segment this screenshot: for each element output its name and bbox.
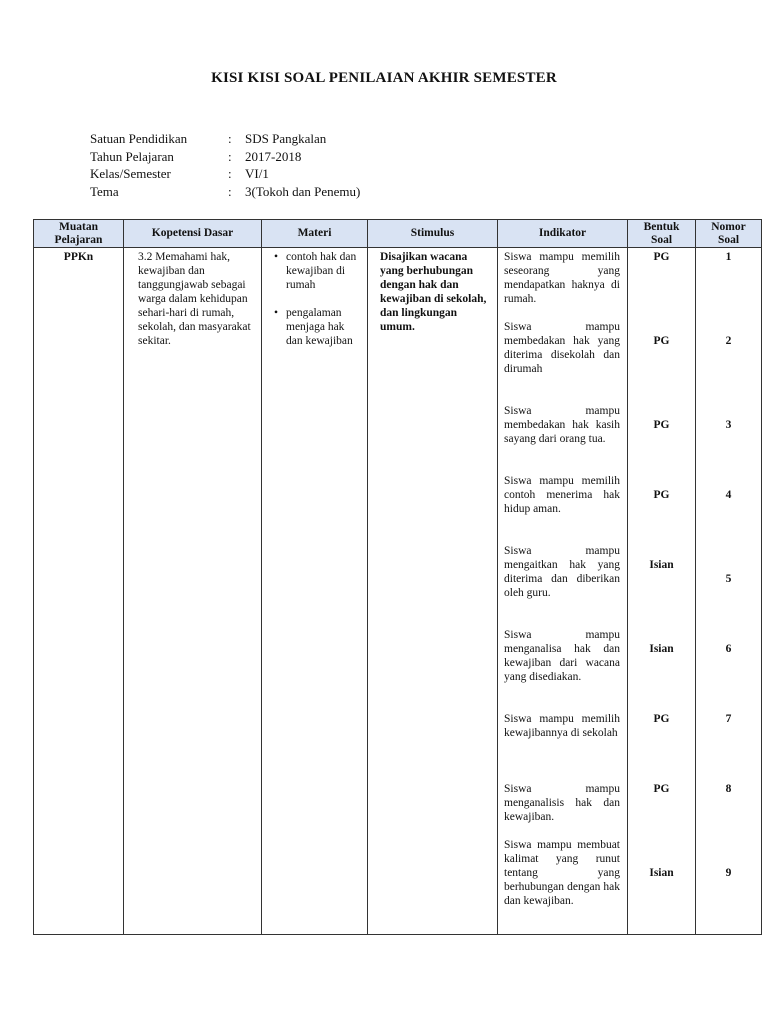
bentuk-soal-value: Isian xyxy=(649,867,674,879)
meta-row-kelas xyxy=(90,165,360,183)
nomor-soal-value: 9 xyxy=(725,867,732,879)
nomor-soal-value: 4 xyxy=(725,489,732,501)
header-kompetensi-dasar: Kopetensi Dasar xyxy=(124,220,262,248)
meta-label: Tahun Pelajaran xyxy=(90,148,174,164)
meta-label: Tema xyxy=(90,183,119,199)
materi-text: contoh hak dan kewajiban di rumah xyxy=(286,251,357,291)
bentuk-soal-value: PG xyxy=(653,251,670,263)
nomor-soal-value: 1 xyxy=(725,251,732,263)
cell-stimulus xyxy=(368,248,498,935)
header-text: Pelajaran xyxy=(54,233,103,246)
header-indikator: Indikator xyxy=(498,220,628,248)
header-muatan-pelajaran xyxy=(34,220,124,248)
meta-value: VI/1 xyxy=(245,166,269,181)
bentuk-soal-value: PG xyxy=(653,335,670,347)
cell-muatan-pelajaran: PPKn xyxy=(34,248,124,935)
header-text: Soal xyxy=(717,233,740,246)
header-text: Bentuk xyxy=(643,221,680,233)
materi-list xyxy=(262,248,367,348)
header-text: Soal xyxy=(650,233,673,246)
table-row xyxy=(34,248,762,935)
bullet-icon: • xyxy=(274,251,279,263)
meta-row-tema xyxy=(90,183,360,201)
indikator-item: Siswa mampu menganalisis hak dan kewajiban. xyxy=(504,783,620,823)
indikator-item: Siswa mampu membedakan hak kasih sayang dari orang tua. xyxy=(504,405,620,445)
list-item xyxy=(274,250,363,292)
cell-kompetensi-dasar xyxy=(124,248,262,935)
header-text: Nomor xyxy=(711,221,746,233)
bentuk-soal-value: PG xyxy=(653,489,670,501)
nomor-soal-value: 7 xyxy=(725,713,732,725)
bentuk-soal-value: PG xyxy=(653,783,670,795)
meta-separator: : xyxy=(228,166,232,181)
indikator-item: Siswa mampu membuat kalimat yang runut tentang yang berhubungan dengan hak dan kewajiban. xyxy=(504,839,620,907)
bullet-icon: • xyxy=(274,307,279,319)
nomor-soal-value: 2 xyxy=(725,335,732,347)
nomor-soal-value: 3 xyxy=(725,419,732,431)
meta-separator: : xyxy=(228,131,232,146)
kisi-kisi-table xyxy=(33,219,762,935)
nomor-soal-value: 8 xyxy=(725,783,732,795)
materi-text: pengalaman menjaga hak dan kewajiban xyxy=(286,307,353,347)
nomor-soal-value: 5 xyxy=(725,573,732,585)
meta-label: Satuan Pendidikan xyxy=(90,131,188,146)
meta-row-tahun xyxy=(90,148,360,166)
bentuk-soal-value: PG xyxy=(653,419,670,431)
meta-value: 3(Tokoh dan Penemu) xyxy=(245,183,361,199)
indikator-item: Siswa mampu mengaitkan hak yang diterima dan diberikan oleh guru. xyxy=(504,545,620,599)
header-text: Muatan xyxy=(59,221,98,233)
nomor-soal-value: 6 xyxy=(725,643,732,655)
cell-bentuk-soal xyxy=(628,248,696,935)
stimulus-text: Disajikan wacana yang berhubungan dengan hak dan kewajiban di sekolah, dan lingkungan umum. xyxy=(380,251,487,333)
meta-value: 2017-2018 xyxy=(245,148,302,164)
meta-value: SDS Pangkalan xyxy=(245,131,327,146)
bentuk-soal-value: Isian xyxy=(649,643,674,655)
header-materi: Materi xyxy=(262,220,368,248)
cell-indikator xyxy=(498,248,628,935)
meta-label: Kelas/Semester xyxy=(90,166,171,181)
table-header-row xyxy=(34,220,762,248)
indikator-item: Siswa mampu membedakan hak yang diterima disekolah dan dirumah xyxy=(504,321,620,375)
indikator-item: Siswa mampu memilih seseorang yang mendapatkan haknya di rumah. xyxy=(504,251,620,305)
document-title: KISI KISI SOAL PENILAIAN AKHIR SEMESTER xyxy=(211,70,557,86)
bentuk-soal-value: PG xyxy=(653,713,670,725)
indikator-item: Siswa mampu menganalisa hak dan kewajiban dari wacana yang disediakan. xyxy=(504,629,620,683)
header-stimulus: Stimulus xyxy=(368,220,498,248)
cell-nomor-soal xyxy=(696,248,762,935)
header-nomor-soal xyxy=(696,220,762,248)
meta-row-satuan xyxy=(90,130,360,148)
indikator-item: Siswa mampu memilih contoh menerima hak hidup aman. xyxy=(504,475,620,515)
bentuk-soal-value: Isian xyxy=(649,559,674,571)
meta-separator: : xyxy=(228,183,232,199)
kd-text: 3.2 Memahami hak, kewajiban dan tanggungjawab sebagai warga dalam kehidupan sehari-hari di rumah, sekolah, dan masyarakat sekitar. xyxy=(138,251,251,347)
document-meta xyxy=(90,130,360,200)
meta-separator: : xyxy=(228,148,232,164)
list-item xyxy=(274,306,363,348)
indikator-item: Siswa mampu memilih kewajibannya di sekolah xyxy=(504,713,620,739)
cell-materi xyxy=(262,248,368,935)
header-bentuk-soal xyxy=(628,220,696,248)
